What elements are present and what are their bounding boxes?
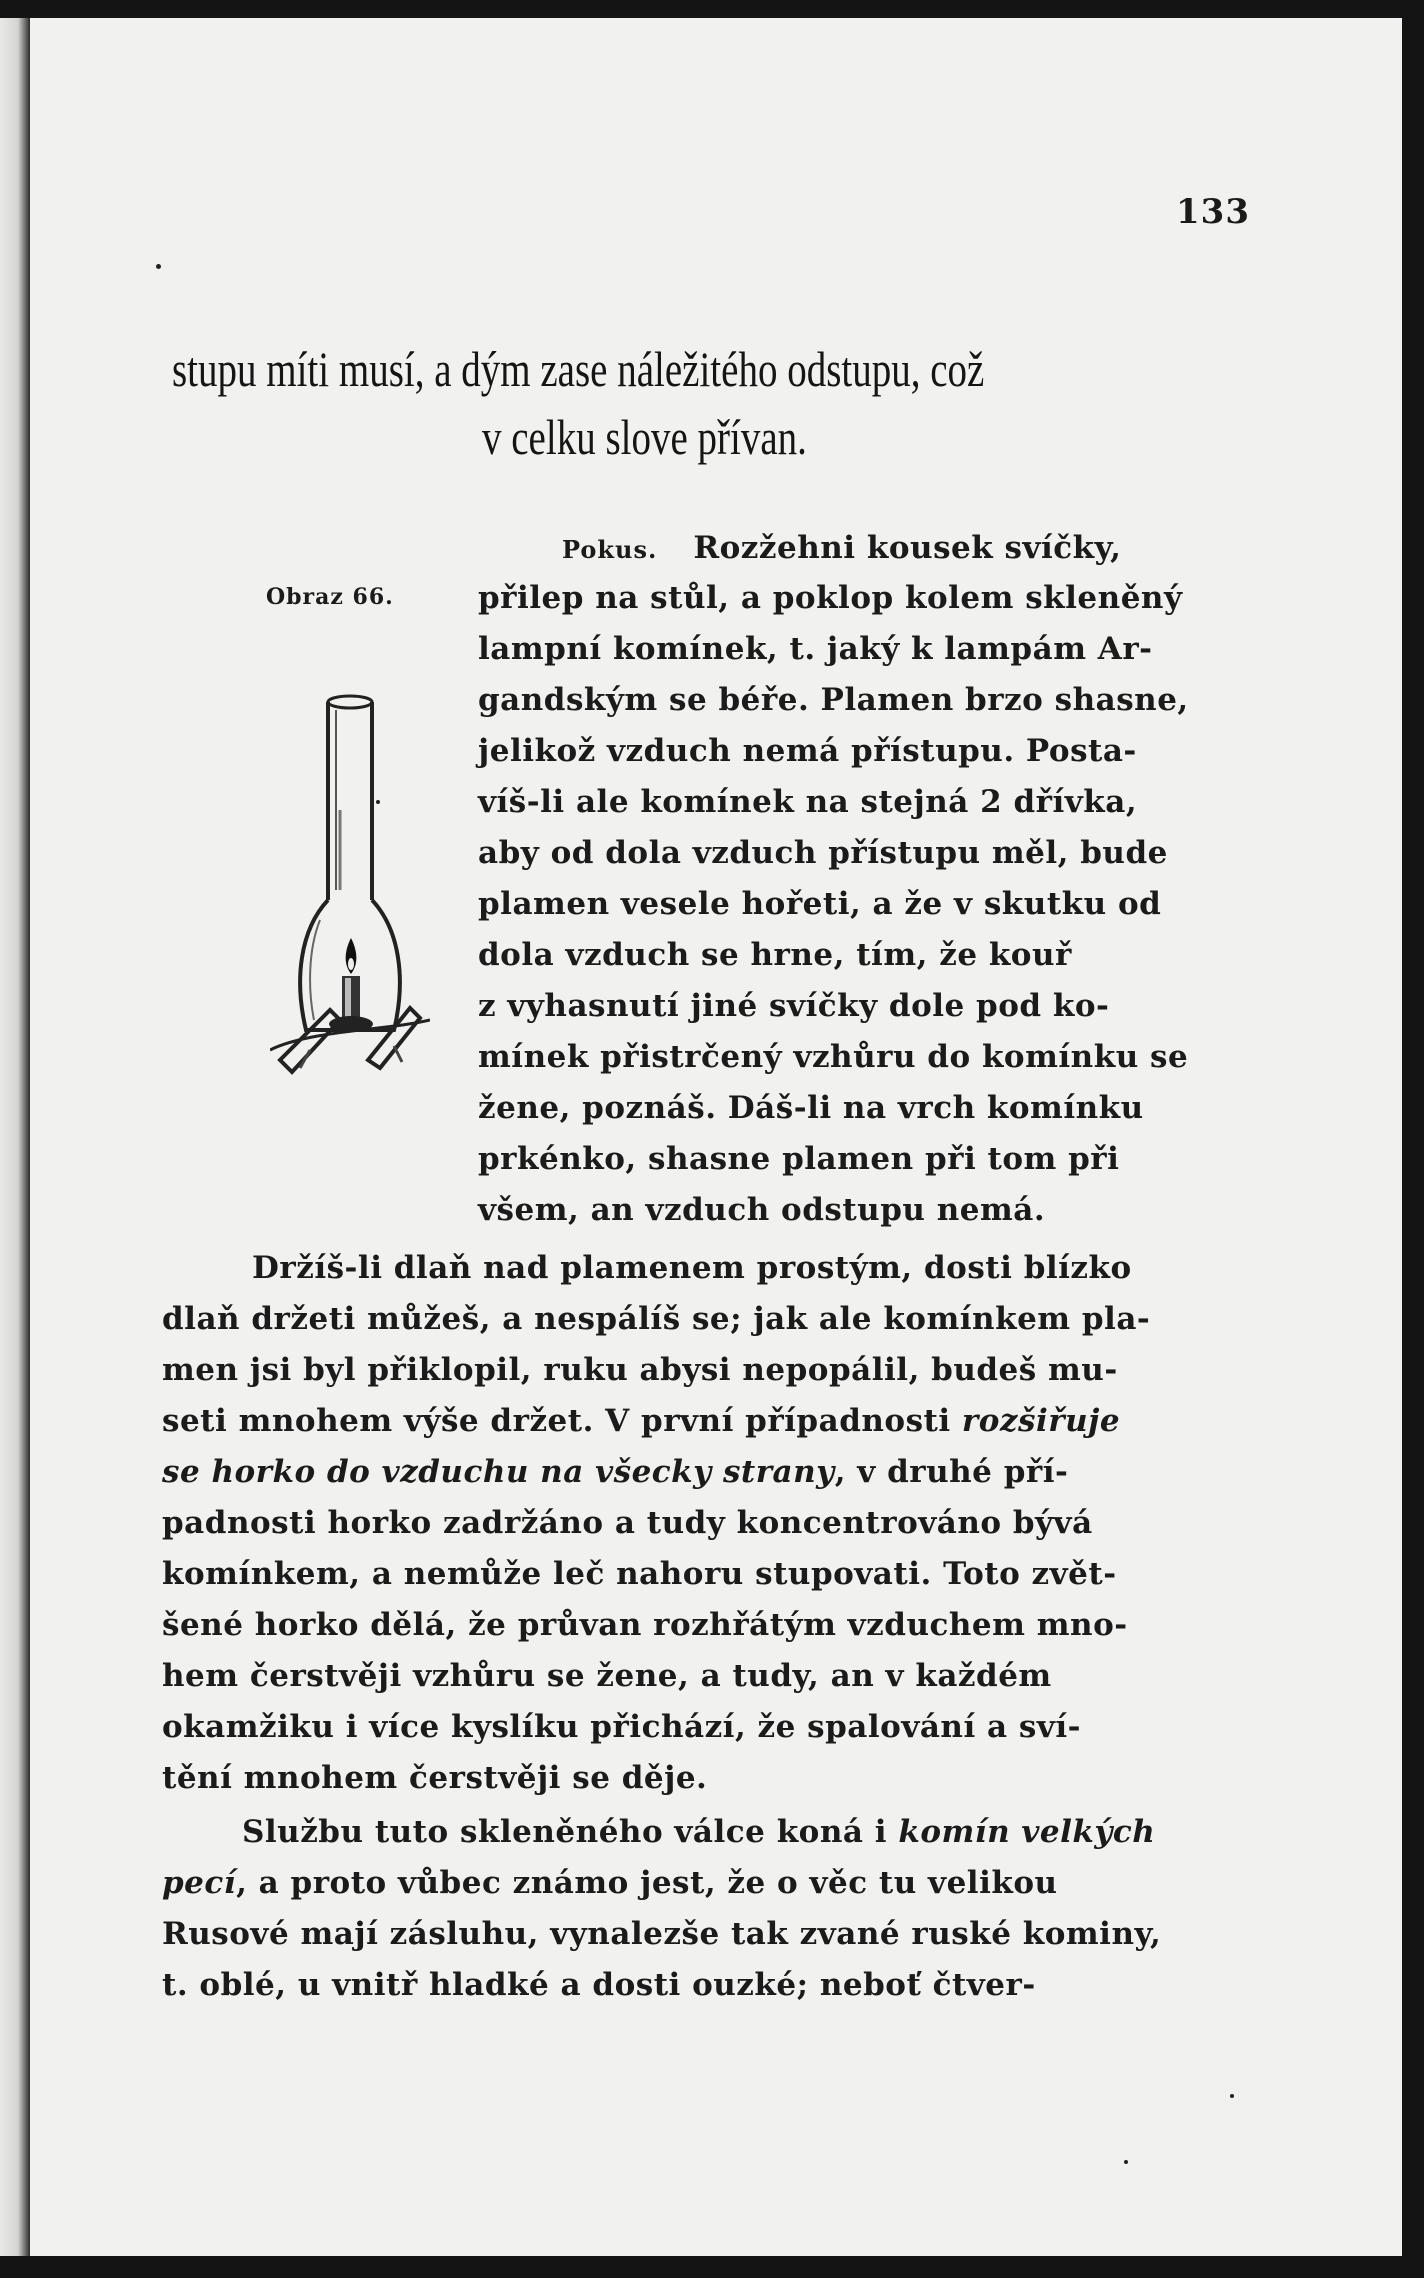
paragraph3-line-4: t. oblé, u vnitř hladké a dosti ouzké; neboť čtver- [162,1967,1036,2003]
book-page [30,18,1402,2256]
paragraph3-emphasis-2: pecí [162,1865,237,1901]
paragraph2-line-6: padnosti horko zadržáno a tudy koncentrováno bývá [162,1505,1093,1541]
experiment-line-10: z vyhasnutí jiné svíčky dole pod ko- [478,988,1110,1024]
paragraph2-line-11: tění mnohem čerstvěji se děje. [162,1760,708,1796]
paragraph3-emphasis-1: komín velkých [898,1814,1156,1850]
page-speck [156,264,161,269]
paragraph2-line-3: men jsi byl přiklopil, ruku abysi nepopálil, budeš mu- [162,1352,1118,1388]
experiment-line-13: prkénko, shasne plamen při tom při [478,1141,1120,1177]
experiment-line-14: všem, an vzduch odstupu nemá. [478,1192,1046,1228]
paragraph2-line-10: okamžiku i více kyslíku přichází, že spalování a sví- [162,1709,1082,1745]
candle-chimney-illustration [270,690,430,1090]
paragraph2-line-7: komínkem, a nemůže leč nahoru stupovati. Toto zvět- [162,1556,1117,1592]
experiment-line-3: lampní komínek, t. jaký k lampám Ar- [478,631,1153,667]
page-edge [0,18,30,2256]
paragraph3-line-1-text: Službu tuto skleněného válce koná i [242,1814,899,1850]
paragraph2-line-5-text: , v druhé pří- [834,1454,1069,1490]
experiment-label: Pokus. [562,535,658,564]
figure-caption: Obraz 66. [266,584,394,610]
paragraph3-line-2-text: , a proto vůbec známo jest, že o věc tu velikou [236,1865,1058,1901]
page-number: 133 [1176,192,1250,232]
experiment-line-4: gandským se béře. Plamen brzo shasne, [478,682,1189,718]
experiment-line-12: žene, poznáš. Dáš-li na vrch komínku [478,1090,1144,1126]
paragraph2-line-8: šené horko dělá, že průvan rozhřátým vzduchem mno- [162,1607,1128,1643]
paragraph3-line-3: Rusové mají zásluhu, vynalezše tak zvané ruské kominy, [162,1916,1162,1952]
experiment-line-9: dola vzduch se hrne, tím, že kouř [478,937,1072,973]
paragraph2-emphasis-1: rozšiřuje [961,1403,1121,1439]
experiment-line-5: jelikož vzduch nemá přístupu. Posta- [478,733,1137,769]
paragraph3-line-2 [162,1865,1058,1901]
experiment-line-6: víš-li ale komínek na stejná 2 dřívka, [478,784,1138,820]
paragraph2-line-4 [162,1403,1120,1439]
heading-line-1: stupu míti musí, a dým zase náležitého odstupu, což [172,341,985,397]
experiment-text-1: Rozžehni kousek svíčky, [693,530,1122,566]
page-speck [1124,2160,1128,2164]
experiment-line-1 [562,530,1121,566]
paragraph2-line-2: dlaň držeti můžeš, a nespálíš se; jak ale komínkem pla- [162,1301,1151,1337]
experiment-line-2: přilep na stůl, a poklop kolem skleněný [478,580,1183,616]
page-speck [1230,2094,1234,2098]
page-speck [376,800,380,804]
paragraph2-line-1: Držíš-li dlaň nad plamenem prostým, dosti blízko [252,1250,1132,1286]
heading-line-2: v celku slove přívan. [482,409,807,465]
paragraph2-emphasis-2: se horko do vzduchu na všecky strany [162,1454,835,1490]
paragraph3-line-1 [242,1814,1155,1850]
experiment-line-8: plamen vesele hořeti, a že v skutku od [478,886,1162,922]
paragraph2-line-9: hem čerstvěji vzhůru se žene, a tudy, an v každém [162,1658,1052,1694]
paragraph2-line-5 [162,1454,1068,1490]
experiment-line-11: mínek přistrčený vzhůru do komínku se [478,1039,1189,1075]
experiment-line-7: aby od dola vzduch přístupu měl, bude [478,835,1168,871]
paragraph2-line-4-text: seti mnohem výše držet. V první případnosti [162,1403,962,1439]
